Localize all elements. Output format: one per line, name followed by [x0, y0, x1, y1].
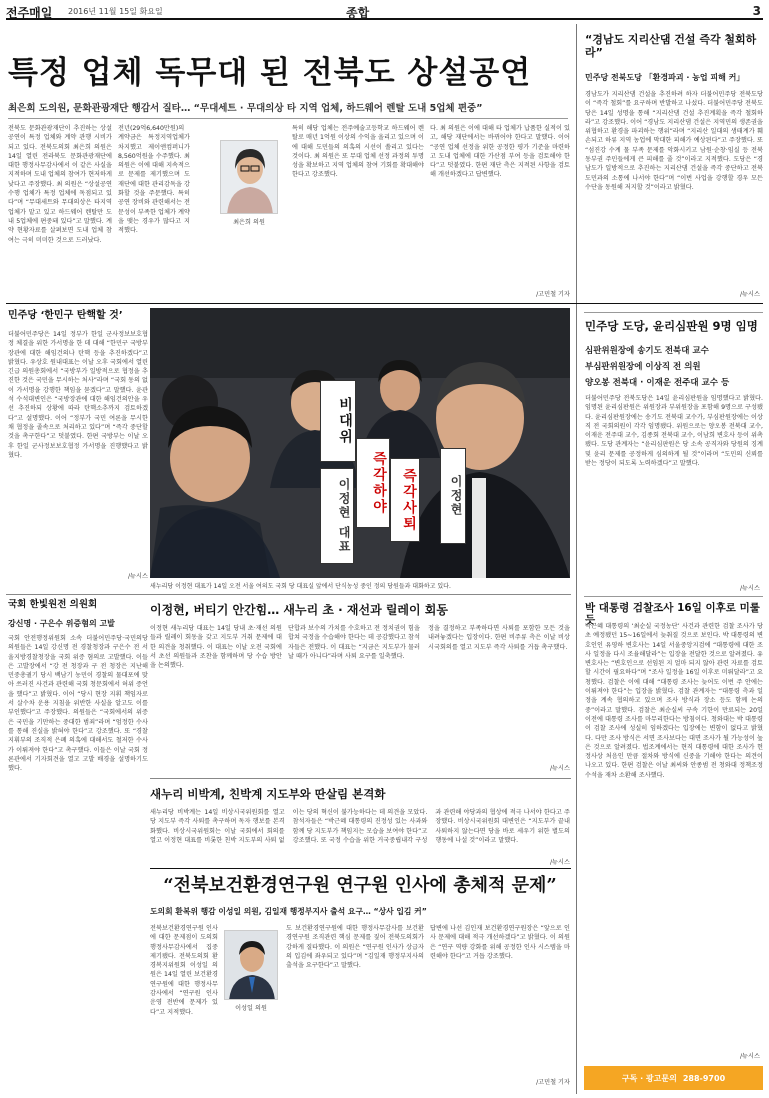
research-body-col1: 전북보건환경연구원 인사에 대한 문제점이 도의회 행정사무감사에서 집중 제기됐다. 전북도의회 환경복지위원회 이성일 의원은 14일 열린 보건환경연구원에 대한 행정사무감사에서 “연구원 인사 운영 전반에 문제가 있다”고 지적했다.: [150, 925, 218, 1016]
minju-body: 더불어민주당은 14일 정부가 한일 군사정보보호협정 체결을 위한 가서명을 한 데 대해 “한민구 국방부 장관에 대한 해임건의나 탄핵 등을 추진하겠다”고 밝혔다. 우상호 원내대표는 이날 오후 국회에서 열린 긴급 의원총회에서 “국방부가 일방적으로 협정을 추진한 것은 국민을 무시하는 처사”라며 “국회 동의 없이 가서명을 강행한 책임을 묻겠다”고 말했다. 윤관석 수석대변인은 “국방장관에 대한 해임건의안을 우선 추진하되 상황에 따라 탄핵소추까지 검토하겠다”고 설명했다. 이어 “정부가 국민 여론을 무시한 채 협정을 졸속으로 처리하고 있다”며 “즉각 중단할 것을 촉구한다”고 덧붙였다. 한편 국방부는 이날 오후 한일 군사정보보호협정 가서명을 진행했다고 밝혔다.: [8, 331, 148, 459]
npc-headline: 국회 한빛원전 의원회: [8, 599, 98, 610]
jirisan-byline: /뉴시스: [739, 291, 760, 298]
npc-subhead: 강신명 · 구은수 위증혐의 고발: [8, 619, 115, 628]
saenuri-byline: /뉴시스: [549, 765, 570, 772]
bipark-body: 새누리당 비박계는 14일 비상시국위원회를 열고 당 지도부 즉각 사퇴를 촉구하며 독자 행보를 본격화했다. 비상시국위원회는 이날 국회에서 회의를 열고 이정현 대표를 비롯한 친박 지도부의 사퇴 없이는 당의 혁신이 불가능하다는 데 의견을 모았다. 참석자들은 “박근혜 대통령의 진정성 있는 사과와 함께 당 지도부가 책임지는 모습을 보여야 한다”고 강조했다. 또 국정 수습을 위한 거국중립내각 구성과 관련해 야당과의 협상에 적극 나서야 한다고 주장했다. 비상시국위원회 대변인은 “지도부가 끝내 사퇴하지 않는다면 당을 바로 세우기 위한 별도의 행동에 나설 것”이라고 말했다.: [150, 809, 570, 844]
protest-sign: 이정현: [440, 448, 466, 544]
minju-byline: /뉴시스: [127, 573, 148, 580]
portrait-caption: 이성일 의원: [235, 1005, 267, 1012]
divider: [6, 594, 571, 595]
lead-headline: 특정 업체 독무대 된 전북도 상설공연: [8, 55, 532, 91]
portrait-caption: 최은희 의원: [233, 219, 265, 226]
research-headline: “전북보건환경연구원 연구원 인사에 총체적 문제”: [163, 875, 557, 896]
ad-phone: 288-9700: [682, 1073, 726, 1083]
ethics-subhead-2: 부심판위원장에 이상직 전 의원: [585, 362, 701, 372]
issue-date: 2016년 11월 15일 화요일: [68, 7, 163, 16]
saenuri-body-col3: 정을 결정하고 부족하다면 사퇴를 포함한 모든 것을 내려놓겠다는 입장이다. 한편 비주류 측은 이날 비상시국회의를 열고 지도부 즉각 사퇴를 거듭 촉구했다.: [428, 625, 570, 651]
bipark-byline: /뉴시스: [549, 859, 570, 866]
protest-sign: 비대위: [320, 380, 356, 462]
ethics-subhead-3: 양오봉 전북대 · 이재운 전주대 교수 등: [585, 378, 730, 388]
jirisan-subhead: 민주당 전북도당 「환경파괴 · 농업 피해 커」: [585, 73, 745, 82]
lead-body-col4: 다. 최 의원은 이에 대해 타 업체가 납품한 실적이 있고, 해당 재단에서는 바뀌어야 한다고 말했다. 이어 “공연 업체 선정을 위한 공정한 평가 기준을 마련하고 도내 업체에 대한 가산점 부여 등을 검토해야 한다”고 덧붙였다. 한편 재단 측은 지적된 사항을 검토해 개선하겠다고 답변했다.: [430, 125, 570, 179]
bipark-headline: 새누리 비박계, 친박계 지도부와 딴살림 본격화: [150, 787, 386, 801]
page-number: 3: [752, 4, 761, 18]
divider: [6, 303, 763, 304]
lead-body-col2: 전년(29억6,640만원)의 계약금은 특정지역업체가 차지했고 제이앤컴퍼니가 8,560억원을 수주했다. 최 의원은 이에 대해 지속적으로 문제를 제기했으며 도 재단에 대한 관리감독을 강화할 것을 주문했다. 특히 공연 장비와 관련해서는 전문성이 부족한 업체가 계약을 맺는 경우가 많다고 지적했다.: [118, 125, 190, 235]
newspaper-logo: 전주매일: [6, 6, 53, 20]
ethics-headline: 민주당 도당, 윤리심판원 9명 임명: [585, 319, 758, 333]
masthead: [6, 4, 763, 20]
park-headline: 박 대통령 검찰조사 16일 이후로 미룰 듯: [585, 602, 760, 627]
ad-text: 구독 · 광고문의: [621, 1073, 677, 1083]
minju-headline: 민주당 ‘한민구 탄핵할 것’: [8, 310, 123, 321]
saenuri-body-col2: 단합과 보수의 가치를 수호하고 전 정치권이 힘을 합쳐 국정을 수습해야 한다는 데 공감했다고 참석자들은 전했다. 이 대표는 “지금은 지도부가 물러날 때가 아니다”라며 사퇴 요구를 일축했다.: [288, 625, 420, 660]
portrait-photo: [220, 140, 278, 214]
jirisan-body: 경남도가 지리산댐 건설을 추진하려 하자 더불어민주당 전북도당이 “즉각 철회”를 요구하며 반발하고 나섰다. 더불어민주당 전북도당은 14일 성명을 통해 “지리산댐 건설 추진계획을 즉각 철회하라”고 강조했다. 이어 “경남도 지리산댐 건설은 지역민의 생존권을 위협하고 환경을 파괴하는 행위”라며 “지리산 일대의 생태계가 훼손되고 하류 지역 농업에 막대한 피해가 예상된다”고 주장했다. 또 “섬진강 수계 물 부족 문제를 악화시키고 남원·순창·임실 등 전북 동부권 주민들에게 큰 피해를 줄 것”이라고 지적했다. 도당은 “경남도가 일방적으로 추진하는 지리산댐 건설을 즉각 중단하고 전북도민과의 소통에 나서야 한다”며 “이번 사업을 강행할 경우 모든 수단을 동원해 저지할 것”이라고 밝혔다.: [585, 91, 763, 191]
lead-subhead: 최은희 도의원, 문화관광재단 행감서 질타… “무대세트 · 무대의상 타 지역 업체, 하드웨어 렌탈 도내 5업체 편중”: [8, 103, 483, 114]
rally-photo-caption: 새누리당 이정현 대표가 14일 오전 서울 여의도 국회 당 대표실 앞에서 단식농성 중인 정의 당원들과 대화하고 있다.: [150, 583, 451, 590]
divider: [584, 596, 763, 597]
divider: [8, 118, 568, 119]
ethics-byline: /뉴시스: [739, 585, 760, 592]
park-body: 박근혜 대통령의 ‘최순실 국정농단’ 사건과 관련한 검찰 조사가 당초 예정됐던 15~16일에서 늦춰질 것으로 보인다. 박 대통령의 변호인인 유영하 변호사는 14일 서울중앙지검에 “대통령에 대한 조사 일정을 다시 조율해달라”는 입장을 전달한 것으로 알려졌다. 유 변호사는 “변호인으로 선임된 지 얼마 되지 않아 관련 자료를 검토할 시간이 필요하다”며 “조사 일정을 16일 이후로 미뤄달라”고 요청했다. 검찰은 이에 대해 “대통령 조사는 늦어도 이번 주 안에는 이뤄져야 한다”는 입장을 밝혔다. 검찰 관계자는 “대통령 측과 일정을 계속 협의하고 있으며 조사 방식과 장소 등도 함께 논의 중”이라고 말했다. 검찰은 최순실씨 구속 기한이 만료되는 20일 이전에 대통령 조사를 마무리한다는 방침이다. 청와대는 박 대통령이 검찰 조사에 성실히 임하겠다는 입장에는 변함이 없다고 밝혔다. 다만 조사 방식은 서면 조사보다는 대면 조사가 될 가능성이 높은 것으로 알려졌다. 법조계에서는 현직 대통령에 대한 조사가 헌정사상 처음인 만큼 절차와 방식에 신중을 기해야 한다는 의견이 나오고 있다. 한편 검찰은 이날 최씨와 안종범 전 청와대 정책조정수석을 재차 소환해 조사했다.: [585, 623, 763, 779]
saenuri-headline: 이정현, 버티기 안간힘… 새누리 초 · 재선과 릴레이 회동: [150, 603, 448, 617]
research-body-col2: 도 보건환경연구원에 대한 행정사무감사를 보건환경연구원 조직관련 핵심 문제를 짚어 전북도의회가 강하게 질타했다. 이 의원은 “연구원 인사가 상급자의 입김에 좌우되고 있다”며 “김일재 행정부지사의 출석을 요구한다”고 말했다.: [286, 925, 424, 970]
rally-photo: [150, 308, 570, 578]
ethics-body: 더불어민주당 전북도당은 14일 윤리심판원을 임명했다고 밝혔다. 임명된 윤리심판원은 위원장과 부위원장을 포함해 9명으로 구성됐다. 윤리심판원장에는 송기도 전북대 교수가, 부심판원장에는 이상직 전 국회의원이 각각 임명됐다. 위원으로는 양오봉 전북대 교수, 이재운 전주대 교수, 김종회 전북대 교수, 이남희 변호사 등이 위촉됐다. 도당 관계자는 “윤리심판원은 당 소속 공직자와 당원의 징계 및 윤리 문제를 공정하게 심의하게 될 것”이라며 “도민의 신뢰를 받는 정당이 되도록 노력하겠다”고 말했다.: [585, 395, 763, 468]
lead-body-col1: 전북도 문화관광재단이 추진하는 상설공연이 특정 업체와 계약 관행 시비가 되고 있다. 전북도의회 최은희 의원은 14일 열린 전라북도 문화관광재단에 대한 행정사무감사에서 이 같은 사실을 지적하며 도내 업체의 참여가 현저하게 낮다고 주장했다. 최 의원은 “상설공연 수행 업체가 특정 업체에 독점되고 있다”며 “무대세트와 무대의상은 타지역 업체가 맡고 있고 하드웨어 렌탈만 도내 5업체에 편중돼 있다”고 말했다. 계약 현황자료를 살펴보면 도내 업체 참여는 극히 미미한 것으로 드러났다.: [8, 125, 112, 244]
divider: [584, 312, 763, 313]
park-byline: /뉴시스: [739, 1053, 760, 1060]
ethics-subhead-1: 심판위원장에 송기도 전북대 교수: [585, 346, 709, 356]
divider: [150, 778, 571, 779]
research-body-col3: 답변에 나선 김인재 보건환경연구원장은 “앞으로 인사 문제에 대해 적극 개선하겠다”고 밝혔다. 이 의원은 “연구 역량 강화를 위해 공정한 인사 시스템을 마련해야 한다”고 거듭 강조했다.: [430, 925, 570, 960]
lead-byline: /고민철 기자: [536, 291, 570, 298]
protest-sign: 즉각하야: [356, 438, 390, 528]
jirisan-headline: “경남도 지리산댐 건설 즉각 철회하라”: [585, 33, 757, 59]
protest-sign: 즉각사퇴: [390, 458, 420, 542]
lead-body-col3: 특히 해당 업체는 전주예술고등학교 하드웨어 렌탈로 매년 1억원 이상의 수익을 올리고 있으며 이에 대해 도민들의 의혹의 시선이 쏠리고 있다는 것이다. 최 의원은 또 무대 업체 선정 과정의 투명성을 확보하고 지역 업체의 참여 기회를 확대해야 한다고 강조했다.: [292, 125, 424, 179]
research-byline: /고민철 기자: [536, 1079, 570, 1086]
saenuri-body-col1: 이정현 새누리당 대표는 14일 당내 초·재선 의원들과 릴레이 회동을 갖고 지도부 거취 문제에 대한 의견을 청취했다. 이 대표는 이날 오전 국회에서 초선 의원들과 조찬을 함께하며 당 수습 방안을 논의했다.: [150, 625, 282, 670]
section-title: 종합: [346, 6, 370, 20]
portrait-photo: [224, 930, 278, 1000]
divider: [150, 868, 571, 869]
npc-body: 국회 안전행정위원회 소속 더불어민주당·국민의당 의원들은 14일 강신명 전 경찰청장과 구은수 전 서울지방경찰청장을 국회 위증 혐의로 고발했다. 이들은 고발장에서 “강 전 청장과 구 전 청장은 지난해 민중총궐기 당시 백남기 농민이 경찰의 물대포에 맞아 쓰러진 사건과 관련해 국회 청문회에서 허위 증언을 했다”고 밝혔다. 이어 “당시 현장 지휘 책임자로서 살수차 운용 지침을 위반한 사실을 알고도 이를 부인했다”고 주장했다. 의원들은 “국회에서의 위증은 국민을 기만하는 중대한 범죄”라며 “엄정한 수사를 통해 진실을 밝혀야 한다”고 강조했다. 또 “경찰 지휘부의 조직적 은폐 의혹에 대해서도 철저한 수사가 이뤄져야 한다”고 촉구했다. 이들은 이날 국회 정론관에서 기자회견을 열고 고발 배경을 설명하기도 했다.: [8, 635, 148, 773]
subscription-ad-banner[interactable]: [584, 1066, 763, 1090]
column-divider: [576, 24, 577, 1094]
research-subhead: 도의회 환복위 행감 이성일 의원, 김일재 행정부지사 출석 요구… “상사 입김 커”: [150, 907, 427, 916]
protest-sign: 이정현 대표: [320, 468, 354, 564]
